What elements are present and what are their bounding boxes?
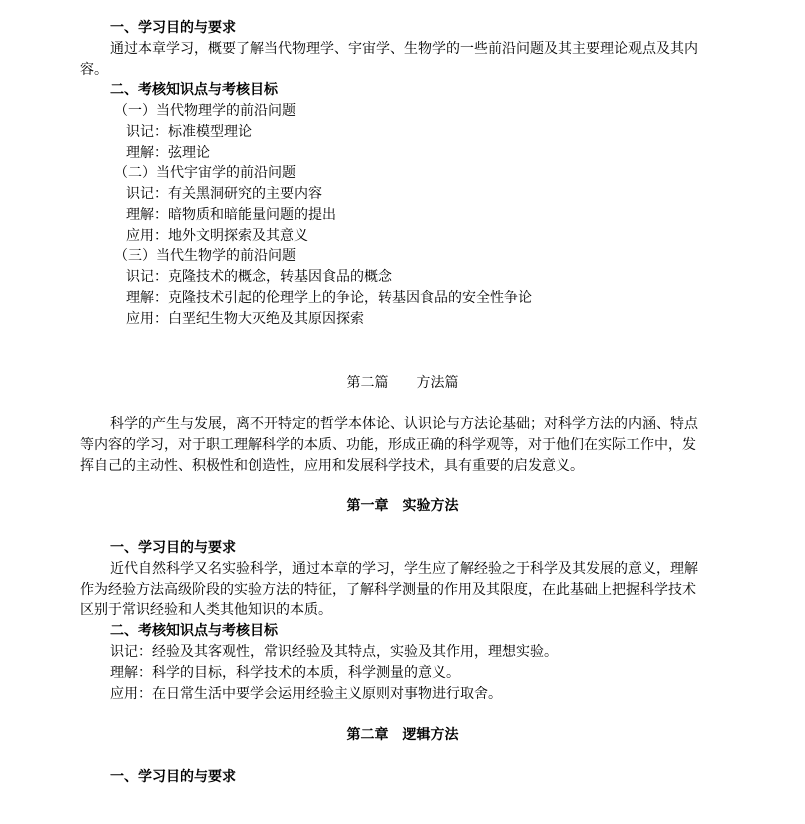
- paragraph-line: 容。: [80, 62, 108, 78]
- section-heading-goals: 一、学习目的与要求: [110, 540, 236, 556]
- list-item: 理解：暗物质和暗能量问题的提出: [126, 207, 336, 223]
- list-item: 识记：克隆技术的概念，转基因食品的概念: [126, 269, 392, 285]
- list-item: 识记：标准模型理论: [126, 124, 252, 140]
- subsection-physics: （一）当代物理学的前沿问题: [114, 103, 296, 119]
- paragraph-line: 近代自然科学又名实验科学，通过本章的学习，学生应了解经验之于科学及其发展的意义，理解: [110, 561, 698, 577]
- paragraph-line: 挥自己的主动性、积极性和创造性，应用和发展科学技术，具有重要的启发意义。: [80, 458, 584, 474]
- list-item: 应用：白垩纪生物大灭绝及其原因探索: [126, 311, 364, 327]
- list-item: 识记：经验及其客观性，常识经验及其特点，实验及其作用，理想实验。: [110, 644, 558, 660]
- list-item: 识记：有关黑洞研究的主要内容: [126, 186, 322, 202]
- section-heading-goals: 一、学习目的与要求: [110, 769, 236, 785]
- list-item: 应用：在日常生活中要学会运用经验主义原则对事物进行取舍。: [110, 686, 502, 702]
- part-title: 第二篇 方法篇: [346, 375, 459, 391]
- chapter-title: 第一章 实验方法: [346, 498, 459, 514]
- list-item: 理解：克隆技术引起的伦理学上的争论，转基因食品的安全性争论: [126, 290, 532, 306]
- list-item: 理解：科学的目标，科学技术的本质，科学测量的意义。: [110, 665, 460, 681]
- list-item: 应用：地外文明探索及其意义: [126, 228, 308, 244]
- paragraph-line: 作为经验方法高级阶段的实验方法的特征，了解科学测量的作用及其限度，在此基础上把握科学技术: [80, 582, 696, 598]
- paragraph-line: 等内容的学习，对于职工理解科学的本质、功能，形成正确的科学观等，对于他们在实际工作中，发: [80, 437, 696, 453]
- chapter-title: 第二章 逻辑方法: [346, 727, 459, 743]
- section-heading-knowledge-points: 二、考核知识点与考核目标: [110, 623, 278, 639]
- paragraph-line: 科学的产生与发展，离不开特定的哲学本体论、认识论与方法论基础；对科学方法的内涵、特点: [110, 416, 698, 432]
- paragraph-line: 区别于常识经验和人类其他知识的本质。: [80, 602, 332, 618]
- section-heading-knowledge-points: 二、考核知识点与考核目标: [110, 82, 278, 98]
- list-item: 理解：弦理论: [126, 145, 210, 161]
- section-heading-goals: 一、学习目的与要求: [110, 20, 236, 36]
- subsection-cosmology: （二）当代宇宙学的前沿问题: [114, 165, 296, 181]
- subsection-biology: （三）当代生物学的前沿问题: [114, 248, 296, 264]
- paragraph-line: 通过本章学习，概要了解当代物理学、宇宙学、生物学的一些前沿问题及其主要理论观点及其内: [110, 41, 698, 57]
